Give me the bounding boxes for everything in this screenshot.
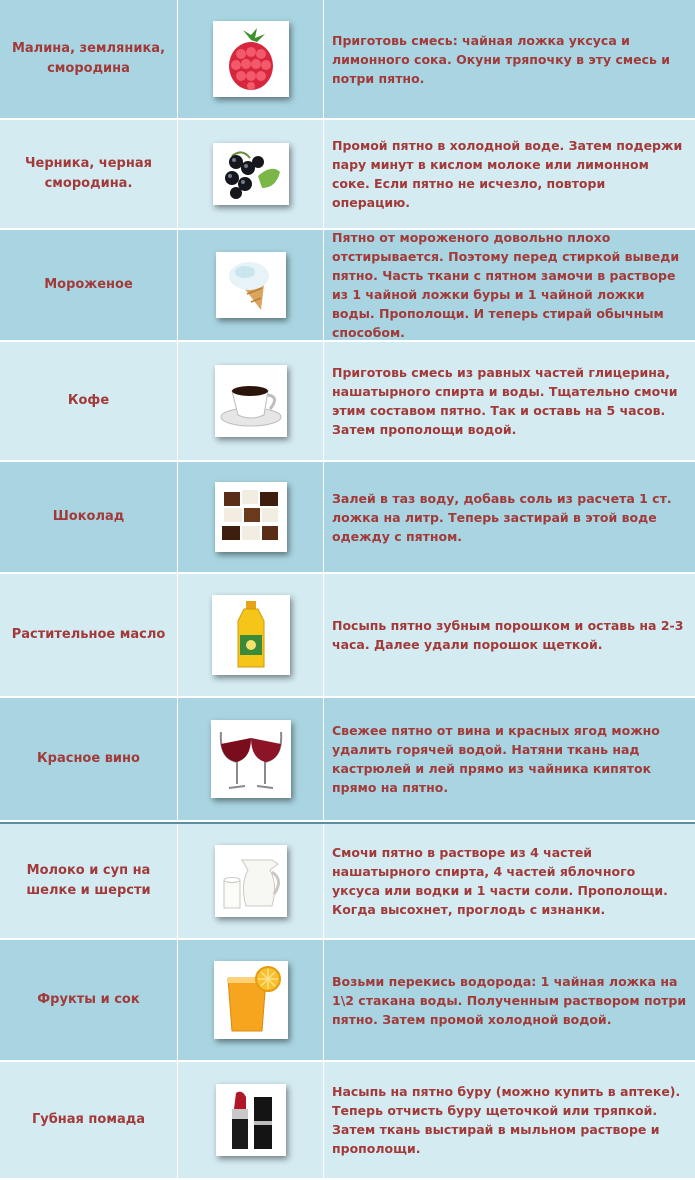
stain-image-cell [178,698,324,820]
table-row [0,120,695,230]
ice-cream-icon [216,252,286,318]
stain-image-cell [178,824,324,938]
stain-instructions: Приготовь смесь из равных частей глицерина, нашатырного спирта и воды. Тщательно смочи этим составом пятно. Так и оставь на 5 часов. Затем прополощи водой. [332,365,678,437]
stain-image-cell [178,0,324,118]
stain-instructions: Приготовь смесь: чайная ложка уксуса и лимонного сока. Окуни тряпочку в эту смесь и потри пятно. [332,32,671,86]
stain-name: Фрукты и сок [0,940,178,1060]
stain-instructions: Насыпь на пятно буру (можно купить в аптеке). Теперь отчисть буру щеточкой или тряпкой. Затем ткань выстирай в мыльном растворе и прополощи. [332,1084,681,1156]
stain-name: Черника, черная смородина. [0,120,178,228]
table-row [0,698,695,822]
stain-image-cell [178,1062,324,1178]
stain-image-cell [178,940,324,1060]
stain-instructions: Смочи пятно в растворе из 4 частей нашатырного спирта, 4 частей яблочного уксуса или водки и 1 части соли. Прополощи. Когда высохнет, проглодь с изнанки. [332,845,668,917]
table-row [0,230,695,342]
milk-jug-icon [215,845,287,917]
chocolate-icon [215,482,287,552]
coffee-cup-icon [215,365,287,437]
stain-name: Малина, земляника, смородина [0,0,178,118]
lipstick-icon [216,1084,286,1156]
stain-instructions: Возьми перекись водорода: 1 чайная ложка на 1\2 стакана воды. Полученным раствором потри пятно. Затем промой холодной водой. [332,973,687,1027]
stain-image-cell [178,574,324,696]
raspberry-icon [213,21,289,97]
stain-name: Шоколад [0,462,178,572]
stain-instructions: Свежее пятно от вина и красных ягод можно удалить горячей водой. Натяни ткань над кастрюлей и лей прямо из чайника кипяток прямо на пятно. [332,723,660,795]
stain-name: Мороженое [0,230,178,340]
stain-instructions: Посыпь пятно зубным порошком и оставь на 2-3 часа. Далее удали порошок щеткой. [332,618,684,652]
wine-glasses-icon [211,720,291,798]
stain-image-cell [178,342,324,460]
table-row [0,342,695,462]
table-row [0,822,695,940]
stain-name: Кофе [0,342,178,460]
stain-instructions: Пятно от мороженого довольно плохо отстирывается. Поэтому перед стиркой выведи пятно. Часть ткани с пятном замочи в растворе из 1 чайной ложки буры и 1 чайной ложки воды. Прополощи. И теперь стирай обычным способом. [332,230,680,340]
table-row [0,462,695,574]
oil-bottle-icon [212,595,290,675]
stain-name: Красное вино [0,698,178,820]
stain-instructions: Промой пятно в холодной воде. Затем подержи пару минут в кислом молоке или лимонном соке. Если пятно не исчезло, повтори операцию. [332,138,683,210]
table-row [0,0,695,120]
table-row [0,1062,695,1180]
juice-glass-icon [214,961,288,1039]
stain-name: Молоко и суп на шелке и шерсти [0,824,178,938]
stain-instructions: Залей в таз воду, добавь соль из расчета 1 ст. ложка на литр. Теперь застирай в этой воде одежду с пятном. [332,490,672,544]
table-row [0,940,695,1062]
blackcurrant-icon [213,143,289,205]
stain-image-cell [178,462,324,572]
stain-name: Растительное масло [0,574,178,696]
stain-image-cell [178,120,324,228]
table-row [0,574,695,698]
stain-image-cell [178,230,324,340]
stain-name: Губная помада [0,1062,178,1178]
